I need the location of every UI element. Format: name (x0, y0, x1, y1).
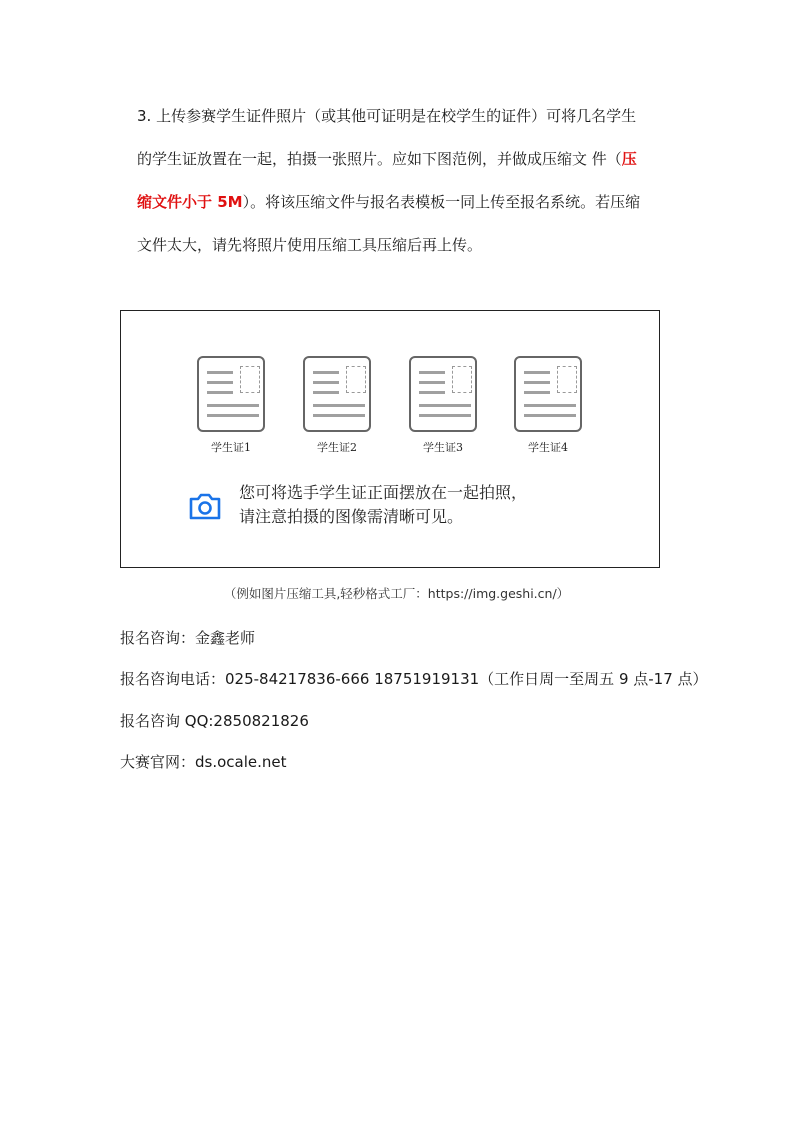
student-card-1 (197, 356, 265, 432)
paragraph-line-3 (137, 181, 677, 224)
paragraph-line-1 (137, 95, 677, 138)
red-highlight-size-limit: 缩文件小于 5M (137, 193, 243, 211)
contact-website: 大赛官网：ds.ocale.net (120, 753, 287, 771)
paragraph-line-4-text: 文件太大，请先将照片使用压缩工具压缩后再上传。 (137, 236, 483, 254)
contact-qq: 报名咨询 QQ:2850821826 (120, 712, 309, 730)
instruction-paragraph (137, 95, 677, 267)
paragraph-line-2 (137, 138, 677, 181)
paragraph-line-4 (137, 224, 677, 267)
student-card-label-3: 学生证3 (423, 441, 463, 454)
photo-placeholder (346, 366, 366, 393)
student-card-4 (514, 356, 582, 432)
photo-placeholder (452, 366, 472, 393)
example-figure (120, 310, 660, 568)
figure-instruction (239, 481, 527, 529)
student-card-label-4: 学生证4 (528, 441, 568, 454)
student-card-label-1: 学生证1 (211, 441, 251, 454)
contact-teacher: 报名咨询：金鑫老师 (120, 629, 256, 647)
paragraph-line-2-text: 的学生证放置在一起，拍摄一张照片。应如下图范例，并做成压缩文 件（ (137, 150, 622, 168)
figure-caption: （例如图片压缩工具,轻秒格式工厂：https://img.geshi.cn/） (223, 586, 570, 601)
paragraph-line-1-text: 3. 上传参赛学生证件照片（或其他可证明是在校学生的证件）可将几名学生 (137, 107, 637, 125)
paragraph-line-3-text: ）。将该压缩文件与报名表模板一同上传至报名系统。若压缩 (242, 193, 641, 211)
figure-instruction-line-2: 请注意拍摄的图像需清晰可见。 (239, 507, 464, 526)
student-card-label-2: 学生证2 (317, 441, 357, 454)
student-card-2 (303, 356, 371, 432)
figure-instruction-line-1: 您可将选手学生证正面摆放在一起拍照， (239, 483, 528, 502)
contact-phone: 报名咨询电话：025-84217836-666 18751919131（工作日周一至周五 9 点-17 点） (120, 670, 708, 688)
camera-icon (188, 491, 222, 525)
red-highlight-start: 压 (621, 150, 637, 168)
photo-placeholder (240, 366, 260, 393)
student-card-3 (409, 356, 477, 432)
photo-placeholder (557, 366, 577, 393)
